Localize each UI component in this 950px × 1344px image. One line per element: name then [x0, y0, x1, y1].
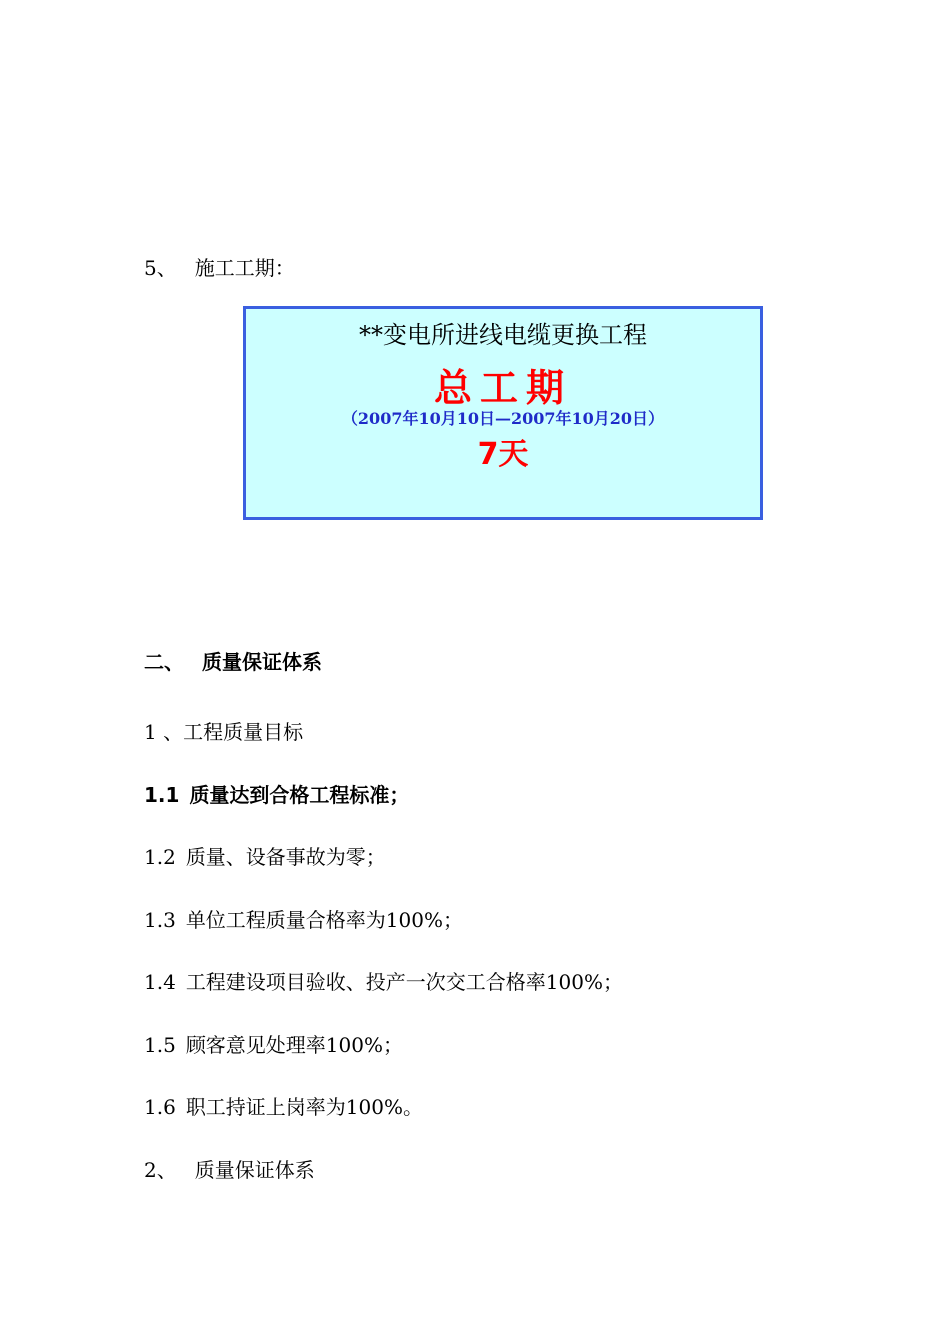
list-item: [144, 781, 409, 809]
item-text: 质量达到合格工程标准；: [189, 783, 410, 807]
item-number: 1.6: [144, 1095, 176, 1119]
list-item: [144, 1031, 403, 1059]
total-period-label: 总工期: [433, 366, 572, 410]
item-number: 1 、: [144, 720, 184, 744]
item-number: 2、: [144, 1158, 177, 1182]
item-number: 1.4: [144, 970, 176, 994]
section-5-heading: [144, 254, 295, 282]
item-text: 工程质量目标: [183, 720, 304, 744]
list-item: [144, 1093, 423, 1121]
schedule-box: [243, 306, 763, 520]
item-text: 工程建设项目验收、投产一次交工合格率100%；: [185, 970, 623, 994]
date-range: （2007年10月10日—2007年10月20日）: [341, 409, 665, 428]
item-text: 顾客意见处理率100%；: [185, 1033, 403, 1057]
list-item: [144, 1156, 315, 1184]
item-text: 单位工程质量合格率为100%；: [185, 908, 463, 932]
list-item: [144, 906, 463, 934]
item-text: 质量保证体系: [194, 1158, 315, 1182]
item-number: 1.2: [144, 845, 176, 869]
list-item: [144, 718, 303, 746]
item-number: 1.1: [144, 783, 180, 807]
project-name: **变电所进线电缆更换工程: [359, 321, 647, 349]
item-number: 1.3: [144, 908, 176, 932]
item-text: 质量、设备事故为零；: [185, 845, 386, 869]
section-5-number: 5、: [144, 256, 177, 280]
total-days: 7天: [477, 437, 529, 472]
list-item: [144, 968, 623, 996]
section-5-title: 施工工期：: [194, 256, 295, 280]
item-number: 1.5: [144, 1033, 176, 1057]
list-item: [144, 843, 386, 871]
item-text: 职工持证上岗率为100%。: [185, 1095, 423, 1119]
section-2-title: 质量保证体系: [202, 650, 322, 674]
section-2-number: 二、: [144, 650, 184, 674]
section-2-heading: [144, 648, 322, 676]
